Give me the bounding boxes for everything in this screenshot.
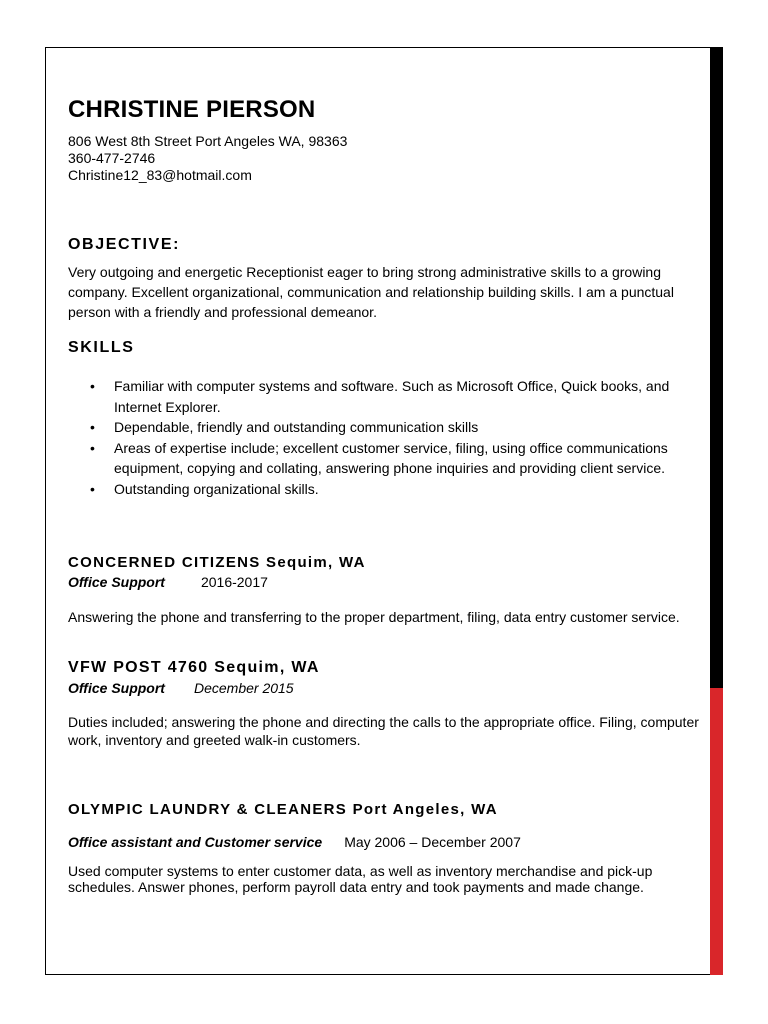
job-description: Used computer systems to enter customer data, as well as inventory merchandise and pick-up schedules. Answer phones, perform payroll data entry and took payments and made change. [68,863,653,895]
objective-text: Very outgoing and energetic Receptionist eager to bring strong administrative skills to a growing company. Excellent organizational, communication and relationship building skills. I am a punctual person with a friendly and professional demeanor. [68,264,674,320]
contact-block [68,133,347,184]
skill-item: • Familiar with computer systems and software. Such as Microsoft Office, Quick books, and Internet Explorer. [90,376,690,417]
skill-item: • Areas of expertise include; excellent customer service, filing, using office communications equipment, copying and collating, answering phone inquiries and providing client service. [90,438,690,479]
job-dates: 2016-2017 [200,574,268,590]
resume-name: CHRISTINE PIERSON [68,96,316,123]
job-role [68,574,268,590]
objective-heading: OBJECTIVE: [68,236,181,253]
address: 806 West 8th Street Port Angeles WA, 98363 [68,133,348,149]
job-heading-vfw-post: VFW POST 4760 Sequim, WA [68,659,320,676]
job-heading-olympic-laundry: OLYMPIC LAUNDRY & CLEANERS Port Angeles, WA [68,801,498,818]
skill-item: • Dependable, friendly and outstanding communication skills [90,417,690,438]
job-role [68,680,294,696]
job-heading-concerned-citizens: CONCERNED CITIZENS Sequim, WA [68,554,366,571]
skill-item: • Outstanding organizational skills. [90,479,690,500]
job-title: Office Support [68,680,165,696]
job-dates: May 2006 – December 2007 [344,834,521,850]
job-role [68,834,521,850]
skills-heading: SKILLS [68,339,135,356]
job-title: Office assistant and Customer service [68,834,323,850]
phone: 360-477-2746 [68,150,156,166]
side-accent-bar-black [710,47,723,688]
job-description: Duties included; answering the phone and directing the calls to the appropriate office. Filing, computer work, inventory and greeted walk-in customers. [68,714,699,748]
email: Christine12_83@hotmail.com [68,167,252,183]
job-title: Office Support [68,574,165,590]
job-dates: December 2015 [193,680,294,696]
job-description: Answering the phone and transferring to the proper department, filing, data entry customer service. [68,609,680,625]
skills-list [90,376,690,499]
side-accent-bar-red [710,688,723,975]
